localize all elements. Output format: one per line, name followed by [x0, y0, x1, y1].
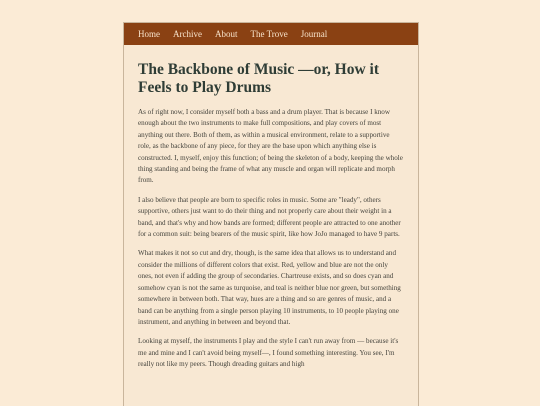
- article-page: [123, 22, 419, 406]
- article-paragraph: What makes it not so cut and dry, though, is the same idea that allows us to understand and consider the millions of different colors that exist. Red, yellow and blue are not the only ones, not even if adding the group of secondaries. Chartreuse exists, and so does cyan and somehow cyan is not the same as turquoise, and teal is neither blue nor green, but something somewhere in between both. That way, hues are a thing and so are genres of music, and a band can be anything from a single person playing 10 instruments, to 10 people playing one instrument, and anything in between and beyond that.: [138, 249, 401, 326]
- article-paragraph: As of right now, I consider myself both a bass and a drum player. That is because I know enough about the two instruments to make full compositions, and play covers of most anything out there. Both of them, as within a musical environment, relate to a supportive role, as the backbone of any piece, for they are the base upon which anything else is constructed. I, myself, enjoy this function; of being the skeleton of a body, keeping the whole thing standing and being the frame of what any muscle and organ will replicate and morph from.: [138, 108, 403, 185]
- article-content: [124, 45, 418, 371]
- article-title: The Backbone of Music —or, How it Feels to Play Drums: [138, 61, 379, 96]
- nav-archive-link[interactable]: Archive: [173, 29, 202, 39]
- nav-the-trove-link[interactable]: The Trove: [250, 29, 288, 39]
- top-nav: [124, 23, 418, 45]
- article-paragraph: I also believe that people are born to specific roles in music. Some are "leady", others supportive, others just want to do their thing and not properly care about their weight in a band, and that's why and how bands are formed; different people are attracted to one another for a common suit: being bearers of the music spirit, like how JoJo managed to have 9 parts.: [138, 195, 401, 239]
- nav-home-link[interactable]: Home: [138, 29, 160, 39]
- nav-journal-link[interactable]: Journal: [300, 29, 328, 39]
- article-paragraph: Looking at myself, the instruments I play and the style I can't run away from — because it's me and mine and I can't avoid being myself—, I found something interesting. You see, I'm really not like my peers. Though dreading guitars and high: [138, 337, 399, 369]
- nav-about-link[interactable]: About: [215, 29, 238, 39]
